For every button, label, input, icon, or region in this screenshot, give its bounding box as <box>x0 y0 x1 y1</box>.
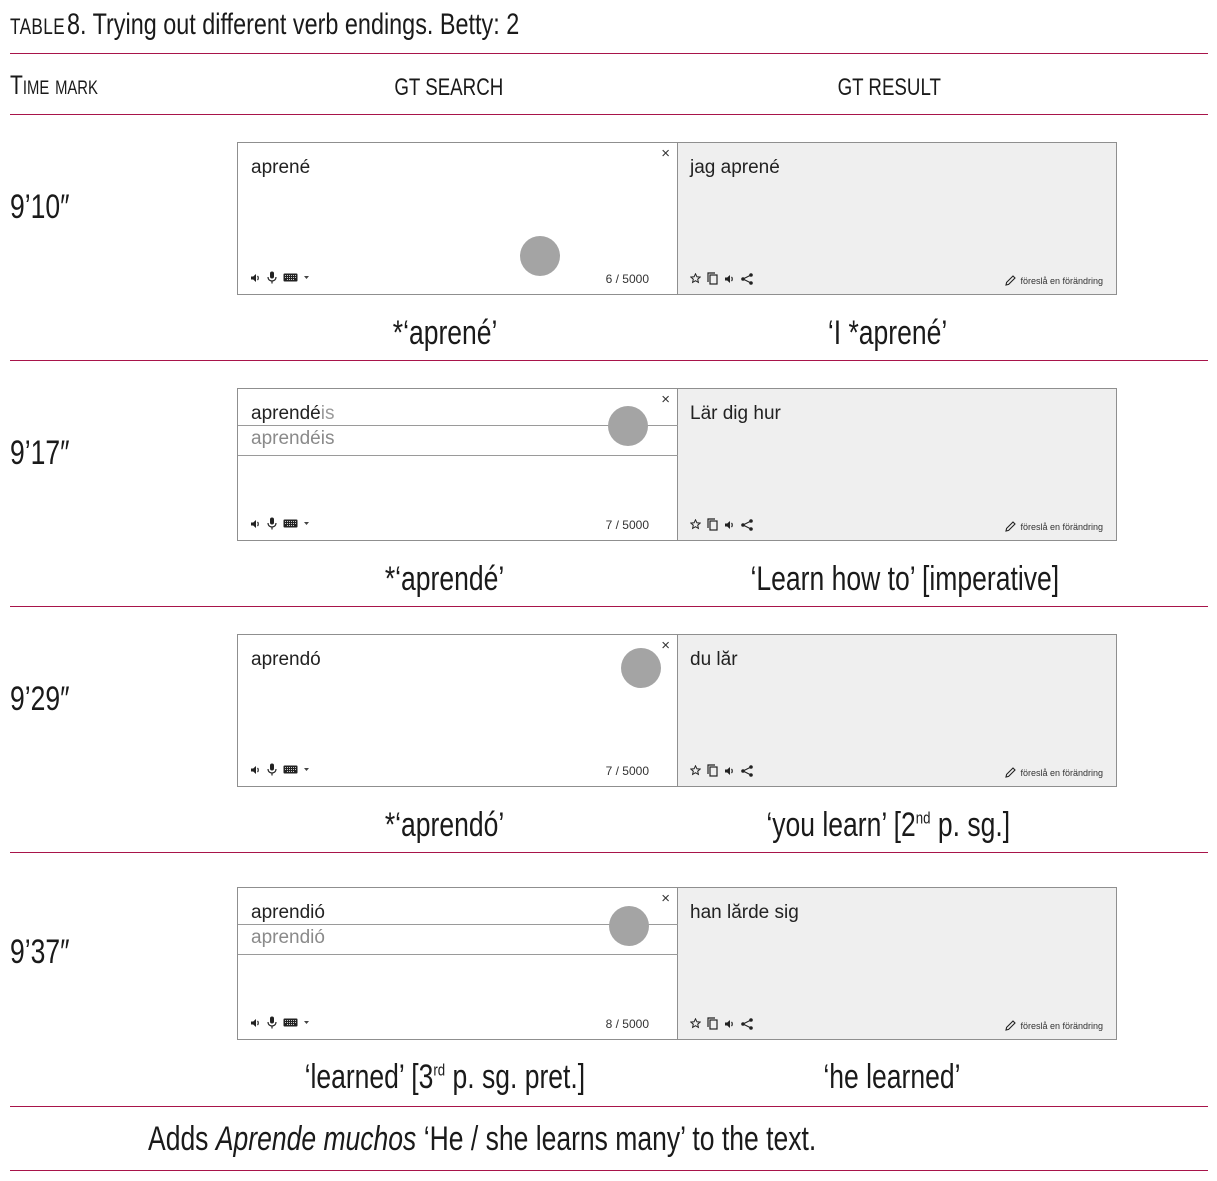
microphone-icon[interactable] <box>267 763 277 776</box>
source-toolbar <box>250 517 309 530</box>
result-gloss: ‘you learn’ [2nd p. sg.] <box>766 806 1010 844</box>
copy-icon[interactable] <box>707 518 718 531</box>
time-mark: 9’17″ <box>10 434 70 472</box>
result-gloss: ‘Learn how to’ [imperative] <box>750 560 1060 598</box>
source-pane[interactable] <box>238 389 678 540</box>
copy-icon[interactable] <box>707 764 718 777</box>
clear-input-button[interactable]: × <box>661 145 670 162</box>
source-pane[interactable] <box>238 143 678 294</box>
character-count: 8 / 5000 <box>605 1017 649 1031</box>
result-toolbar <box>690 518 753 531</box>
star-icon[interactable] <box>690 519 701 530</box>
speaker-icon[interactable] <box>724 274 735 284</box>
clear-input-button[interactable]: × <box>661 890 670 907</box>
keyboard-icon[interactable] <box>283 765 298 774</box>
keyboard-icon[interactable] <box>283 519 298 528</box>
result-pane <box>678 389 1116 540</box>
source-input[interactable]: aprendió <box>251 902 325 923</box>
translate-widget <box>237 142 1117 295</box>
result-toolbar <box>690 1017 753 1030</box>
source-pane[interactable] <box>238 635 678 786</box>
table-caption <box>10 8 663 42</box>
star-icon[interactable] <box>690 273 701 284</box>
result-toolbar <box>690 272 753 285</box>
clear-input-button[interactable]: × <box>661 391 670 408</box>
source-input[interactable]: aprené <box>251 157 311 178</box>
rule-bottom <box>10 1170 1208 1171</box>
pencil-icon <box>1005 521 1016 532</box>
translation-text: Lär dig hur <box>690 403 781 424</box>
suggest-edit-link[interactable]: föreslå en förändring <box>1005 1020 1103 1031</box>
result-gloss: ‘he learned’ <box>823 1058 961 1096</box>
suggest-edit-link[interactable]: föreslå en förändring <box>1005 767 1103 778</box>
star-icon[interactable] <box>690 765 701 776</box>
microphone-icon[interactable] <box>267 517 277 530</box>
speaker-icon[interactable] <box>724 766 735 776</box>
translation-text: jag aprené <box>690 157 780 178</box>
touch-cursor <box>520 236 560 276</box>
autocomplete-suggestion[interactable]: aprendéis <box>238 425 678 456</box>
source-pane[interactable] <box>238 888 678 1039</box>
clear-input-button[interactable]: × <box>661 637 670 654</box>
autocomplete-suggestion[interactable]: aprendió <box>238 924 678 955</box>
touch-cursor <box>609 906 649 946</box>
header-time-mark: Time mark <box>10 70 98 100</box>
keyboard-icon[interactable] <box>283 273 298 282</box>
result-pane <box>678 143 1116 294</box>
chevron-down-icon[interactable] <box>304 1021 309 1025</box>
result-pane <box>678 635 1116 786</box>
header-gt-result: GT RESULT <box>837 74 941 101</box>
suggest-edit-link[interactable]: föreslå en förändring <box>1005 275 1103 286</box>
character-count: 7 / 5000 <box>605 764 649 778</box>
result-pane <box>678 888 1116 1039</box>
header-gt-search: GT SEARCH <box>394 74 504 101</box>
share-icon[interactable] <box>741 765 753 777</box>
microphone-icon[interactable] <box>267 1016 277 1029</box>
rule-header <box>10 114 1208 115</box>
speaker-icon[interactable] <box>724 520 735 530</box>
chevron-down-icon[interactable] <box>304 522 309 526</box>
table-title: 8. Trying out different verb endings. Betty: 2 <box>67 8 520 41</box>
footnote: Adds Aprende muchos ‘He / she learns many’ to the text. <box>148 1120 817 1158</box>
chevron-down-icon[interactable] <box>304 768 309 772</box>
touch-cursor <box>608 406 648 446</box>
table-label: TABLE <box>10 14 66 39</box>
source-gloss: *‘aprendé’ <box>385 560 505 598</box>
chevron-down-icon[interactable] <box>304 276 309 280</box>
character-count: 6 / 5000 <box>605 272 649 286</box>
translation-text: han lărde sig <box>690 902 799 923</box>
source-gloss: *‘aprendó’ <box>385 806 505 844</box>
source-gloss: *‘aprené’ <box>392 314 498 352</box>
translate-widget <box>237 887 1117 1040</box>
pencil-icon <box>1005 767 1016 778</box>
speaker-icon[interactable] <box>250 519 261 529</box>
share-icon[interactable] <box>741 273 753 285</box>
time-mark: 9’37″ <box>10 933 70 971</box>
star-icon[interactable] <box>690 1018 701 1029</box>
translation-text: du lăr <box>690 649 738 670</box>
result-toolbar <box>690 764 753 777</box>
pencil-icon <box>1005 275 1016 286</box>
source-toolbar <box>250 271 309 284</box>
speaker-icon[interactable] <box>250 765 261 775</box>
copy-icon[interactable] <box>707 1017 718 1030</box>
speaker-icon[interactable] <box>250 273 261 283</box>
rule-row <box>10 1106 1208 1107</box>
share-icon[interactable] <box>741 1018 753 1030</box>
source-input[interactable]: aprendéis <box>251 403 335 424</box>
result-gloss: ‘I *aprené’ <box>828 314 948 352</box>
speaker-icon[interactable] <box>250 1018 261 1028</box>
source-toolbar <box>250 763 309 776</box>
speaker-icon[interactable] <box>724 1019 735 1029</box>
time-mark: 9’10″ <box>10 188 70 226</box>
character-count: 7 / 5000 <box>605 518 649 532</box>
touch-cursor <box>621 648 661 688</box>
translate-widget <box>237 388 1117 541</box>
rule-top <box>10 53 1208 54</box>
microphone-icon[interactable] <box>267 271 277 284</box>
share-icon[interactable] <box>741 519 753 531</box>
rule-row <box>10 606 1208 607</box>
rule-row <box>10 852 1208 853</box>
source-input[interactable]: aprendó <box>251 649 321 670</box>
suggest-edit-link[interactable]: föreslå en förändring <box>1005 521 1103 532</box>
source-toolbar <box>250 1016 309 1029</box>
pencil-icon <box>1005 1020 1016 1031</box>
translate-widget <box>237 634 1117 787</box>
keyboard-icon[interactable] <box>283 1018 298 1027</box>
time-mark: 9’29″ <box>10 680 70 718</box>
copy-icon[interactable] <box>707 272 718 285</box>
source-gloss: ‘learned’ [3rd p. sg. pret.] <box>304 1058 586 1096</box>
rule-row <box>10 360 1208 361</box>
